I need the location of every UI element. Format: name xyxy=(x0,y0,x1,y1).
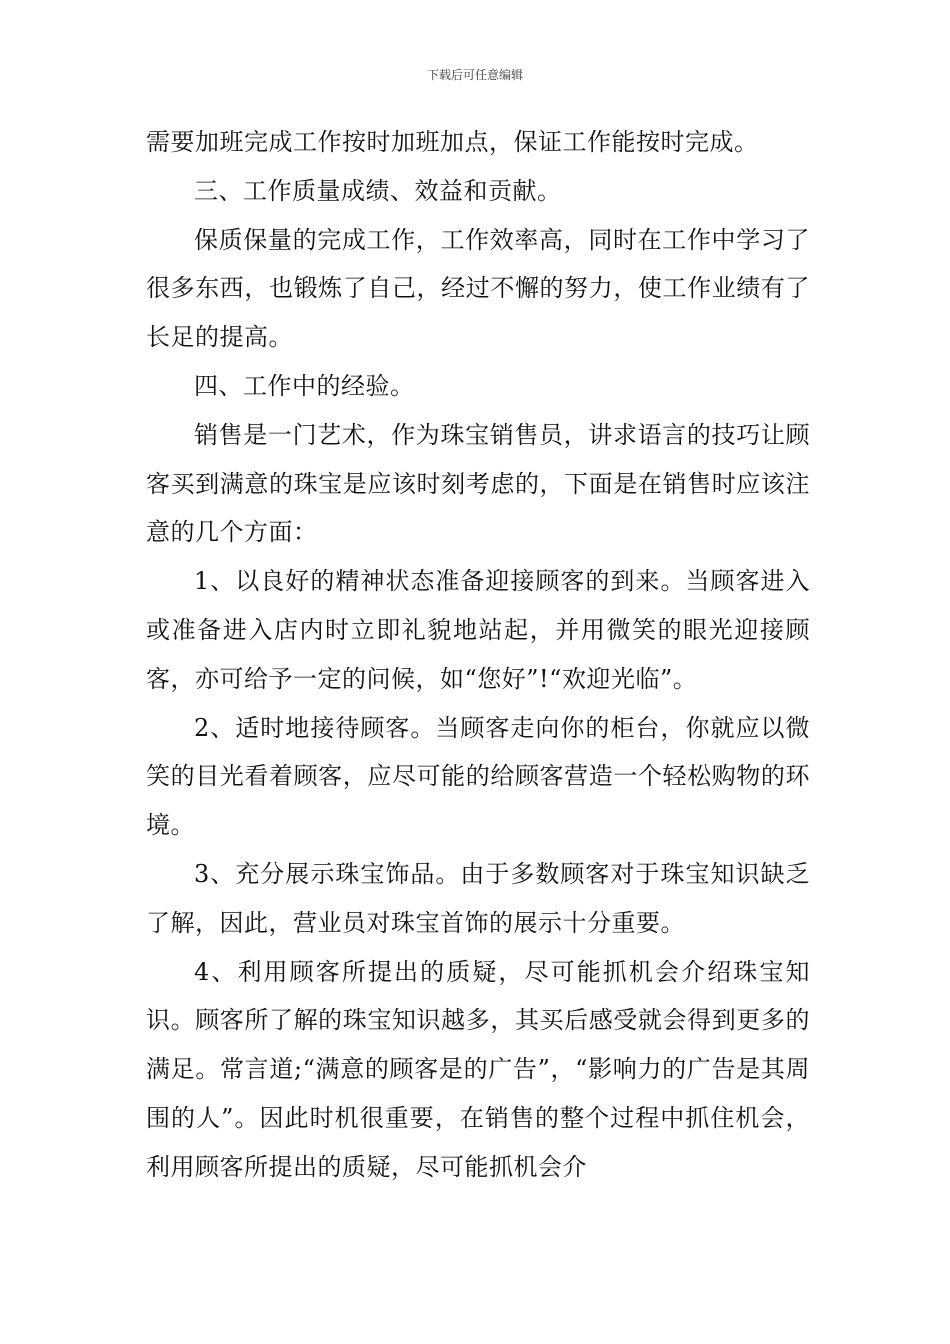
paragraph-7: 2、适时地接待顾客。当顾客走向你的柜台，你就应以微笑的目光看着顾客，应尽可能的给顾客营造一个轻松购物的环境。 xyxy=(146,713,810,840)
paragraph-6: 1、以良好的精神状态准备迎接顾客的到来。当顾客进入或准备进入店内时立即礼貌地站起，并用微笑的眼光迎接顾客，亦可给予一定的问候，如“您好”!“欢迎光临”。 xyxy=(146,567,810,693)
paragraph-3: 保质保量的完成工作，工作效率高，同时在工作中学习了很多东西，也锻炼了自己，经过不懈的努力，使工作业绩有了长足的提高。 xyxy=(146,225,810,352)
paragraph-5: 销售是一门艺术，作为珠宝销售员，讲求语言的技巧让顾客买到满意的珠宝是应该时刻考虑的，下面是在销售时应该注意的几个方面： xyxy=(146,420,810,547)
paragraph-4: 四、工作中的经验。 xyxy=(194,371,415,400)
page-header: 下载后可任意编辑 xyxy=(426,68,523,82)
paragraph-8: 3、充分展示珠宝饰品。由于多数顾客对于珠宝知识缺乏了解，因此，营业员对珠宝首饰的展示十分重要。 xyxy=(146,859,810,937)
paragraph-9: 4、利用顾客所提出的质疑，尽可能抓机会介绍珠宝知识。顾客所了解的珠宝知识越多，其买后感受就会得到更多的满足。常言道;“满意的顾客是的广告”，“影响力的广告是其周围的人”。因此时机很重要，在销售的整个过程中抓住机会，利用顾客所提出的质疑，尽可能抓机会介 xyxy=(146,957,810,1181)
paragraph-1: 需要加班完成工作按时加班加点，保证工作能按时完成。 xyxy=(146,128,759,156)
paragraph-2: 三、工作质量成绩、效益和贡献。 xyxy=(194,176,562,205)
document-body xyxy=(146,118,810,1192)
